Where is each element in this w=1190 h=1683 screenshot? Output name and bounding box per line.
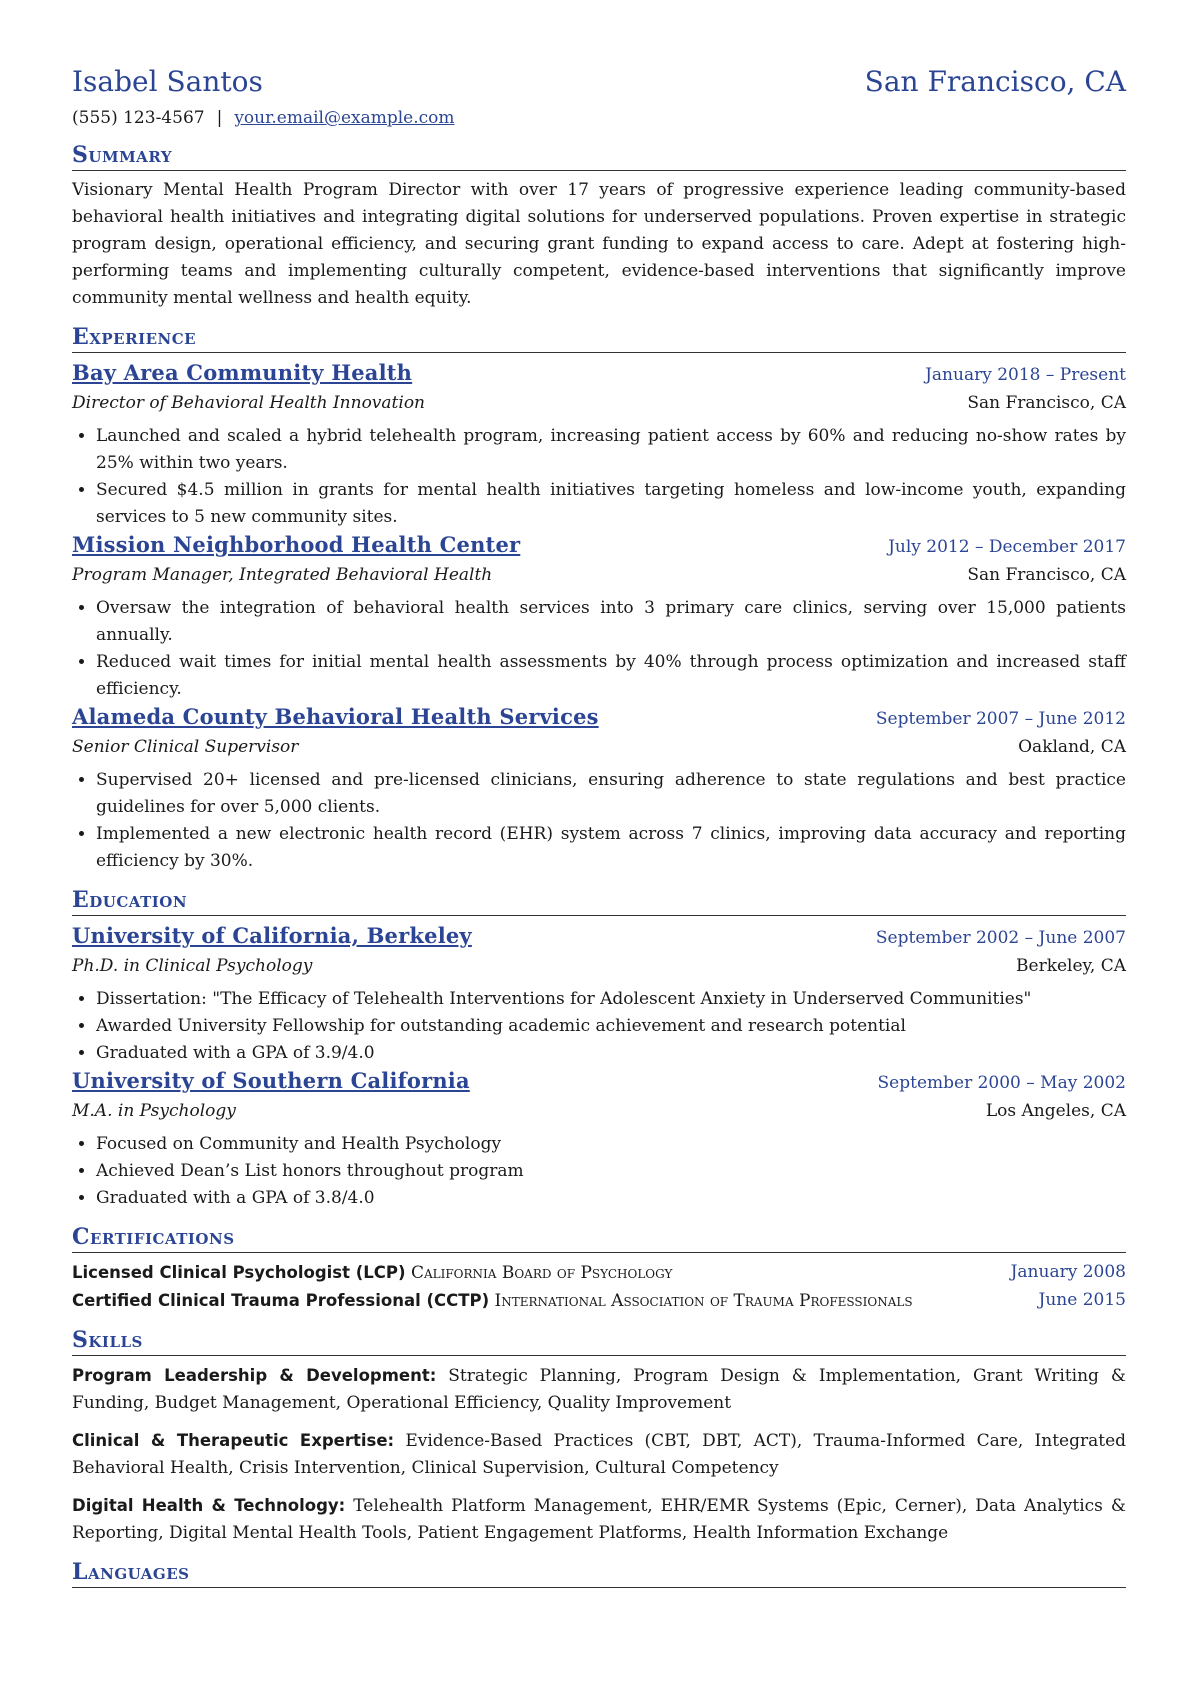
skill-group: [72, 1492, 1126, 1547]
achievement-list: [72, 767, 1126, 875]
skill-group-text: Telehealth Platform Management, EHR/EMR Systems (Epic, Cerner), Data Analytics & Reporting, Digital Mental Health Tools, Patient Engagement Platforms, Health Information Exchange: [72, 1496, 1126, 1543]
section-title-summary: Summary: [72, 142, 1126, 171]
contact-line: [72, 106, 1126, 130]
candidate-name: Isabel Santos: [72, 65, 263, 98]
institution-link[interactable]: University of Southern California: [72, 1068, 470, 1093]
education-detail-item: • Graduated with a GPA of 3.9/4.0: [96, 1040, 1126, 1067]
achievement-item: • Implemented a new electronic health record (EHR) system across 7 clinics, improving data accuracy and reporting efficiency by 30%.: [96, 821, 1126, 875]
contact-separator: |: [216, 108, 223, 128]
skill-group: [72, 1362, 1126, 1417]
email-link[interactable]: your.email@example.com: [234, 108, 455, 128]
section-title-skills: Skills: [72, 1327, 1126, 1356]
achievement-item: • Launched and scaled a hybrid telehealth program, increasing patient access by 60% and reducing no-show rates by 25% within two years.: [96, 423, 1126, 477]
education-location: Los Angeles, CA: [985, 1101, 1126, 1121]
education-detail-item: • Focused on Community and Health Psychology: [96, 1131, 1126, 1158]
section-title-education: Education: [72, 887, 1126, 916]
education-dates: September 2002 – June 2007: [875, 928, 1126, 948]
employment-dates: July 2012 – December 2017: [888, 537, 1126, 557]
certification-item: [72, 1287, 1126, 1315]
achievement-item: • Secured $4.5 million in grants for mental health initiatives targeting homeless and low-income youth, expanding services to 5 new community sites.: [96, 477, 1126, 531]
achievement-list: [72, 595, 1126, 703]
experience-entry: [72, 531, 1126, 703]
education-dates: September 2000 – May 2002: [877, 1073, 1126, 1093]
education-detail-item: • Graduated with a GPA of 3.8/4.0: [96, 1185, 1126, 1212]
resume-content: [72, 62, 1126, 1594]
skill-group-text: Evidence-Based Practices (CBT, DBT, ACT), Trauma-Informed Care, Integrated Behavioral Health, Crisis Intervention, Clinical Supervision, Cultural Competency: [72, 1431, 1127, 1478]
job-location: San Francisco, CA: [967, 393, 1126, 413]
section-title-certifications: Certifications: [72, 1224, 1126, 1253]
section-title-experience: Experience: [72, 324, 1126, 353]
degree: M.A. in Psychology: [72, 1101, 236, 1121]
employer-link[interactable]: Alameda County Behavioral Health Services: [72, 704, 599, 729]
job-title: Director of Behavioral Health Innovation: [72, 393, 425, 413]
achievement-item: • Supervised 20+ licensed and pre-licensed clinicians, ensuring adherence to state regulations and best practice guidelines for over 5,000 clients.: [96, 767, 1126, 821]
skill-group-label: Digital Health & Technology:: [72, 1496, 346, 1515]
job-title: Program Manager, Integrated Behavioral Health: [72, 565, 493, 585]
employer-link[interactable]: Mission Neighborhood Health Center: [72, 532, 521, 557]
header-location: San Francisco, CA: [864, 65, 1126, 98]
achievement-list: [72, 423, 1126, 531]
certification-date: January 2008: [1010, 1262, 1126, 1282]
certification-date: June 2015: [1038, 1290, 1126, 1310]
certification-name: Licensed Clinical Psychologist (LCP): [72, 1263, 406, 1282]
achievement-item: • Reduced wait times for initial mental health assessments by 40% through process optimization and increased staff efficiency.: [96, 649, 1126, 703]
section-title-languages: Languages: [72, 1559, 1126, 1588]
experience-entry: [72, 359, 1126, 531]
degree: Ph.D. in Clinical Psychology: [72, 956, 313, 976]
header: [72, 62, 1126, 102]
employer-link[interactable]: Bay Area Community Health: [72, 360, 413, 385]
experience-entry: [72, 703, 1126, 875]
certification-name: Certified Clinical Trauma Professional (CCTP): [72, 1291, 490, 1310]
employment-dates: September 2007 – June 2012: [875, 709, 1126, 729]
skill-group: [72, 1427, 1126, 1482]
skill-group-label: Clinical & Therapeutic Expertise:: [72, 1431, 395, 1450]
institution-link[interactable]: University of California, Berkeley: [72, 923, 472, 948]
education-entry: [72, 1067, 1126, 1212]
certification-issuer: California Board of Psychology: [410, 1263, 673, 1283]
job-title: Senior Clinical Supervisor: [72, 737, 299, 757]
education-detail-item: • Achieved Dean’s List honors throughout program: [96, 1158, 1126, 1185]
summary-text: Visionary Mental Health Program Director with over 17 years of progressive experience leading community-based behavioral health initiatives and integrating digital solutions for underserved populations. Proven expertise in strategic program design, operational efficiency, and securing grant funding to expand access to care. Adept at fostering high-performing teams and implementing culturally competent, evidence-based interventions that significantly improve community mental wellness and health equity.: [72, 180, 1126, 308]
certification-issuer: International Association of Trauma Professionals: [494, 1291, 913, 1311]
job-location: Oakland, CA: [1018, 737, 1126, 757]
education-entry: [72, 922, 1126, 1067]
skill-group-text: Strategic Planning, Program Design & Implementation, Grant Writing & Funding, Budget Management, Operational Efficiency, Quality Improvement: [72, 1366, 1126, 1413]
education-detail-item: • Dissertation: "The Efficacy of Telehealth Interventions for Adolescent Anxiety in Underserved Communities": [96, 986, 1126, 1013]
education-detail-item: • Awarded University Fellowship for outstanding academic achievement and research potential: [96, 1013, 1126, 1040]
certification-item: [72, 1259, 1126, 1287]
education-location: Berkeley, CA: [1016, 956, 1126, 976]
job-location: San Francisco, CA: [967, 565, 1126, 585]
phone-number: (555) 123-4567: [72, 108, 205, 128]
skill-group-label: Program Leadership & Development:: [72, 1366, 437, 1385]
education-detail-list: [72, 986, 1126, 1067]
achievement-item: • Oversaw the integration of behavioral health services into 3 primary care clinics, serving over 15,000 patients annually.: [96, 595, 1126, 649]
education-detail-list: [72, 1131, 1126, 1212]
employment-dates: January 2018 – Present: [925, 365, 1126, 385]
